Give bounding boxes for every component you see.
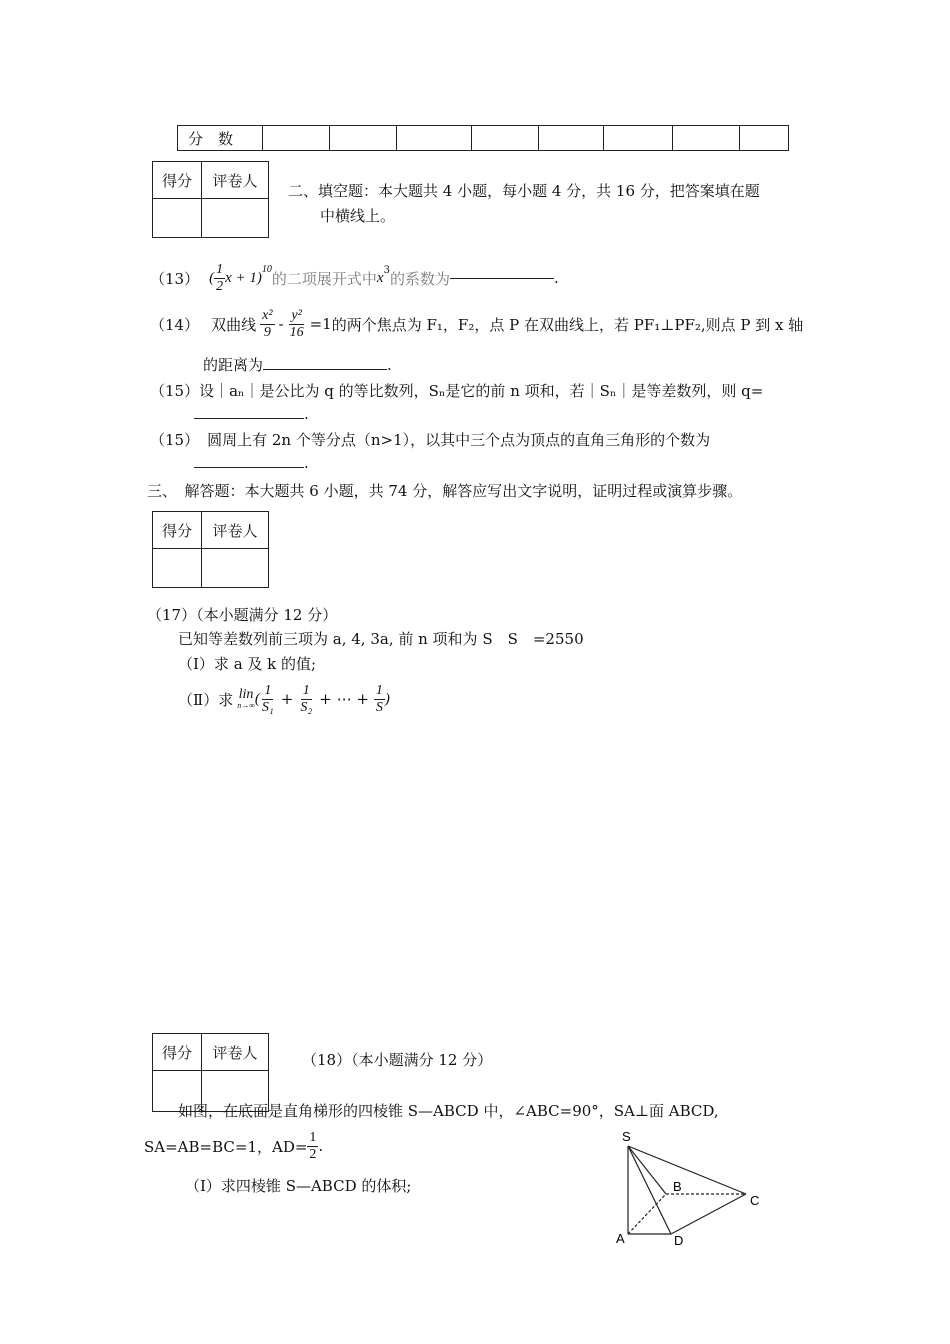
- question-13: （13） ( $\frac{1}{2}$ x + 1) $^{10}$ 的二项展开式中 x $^3$ 的系数为 .: [150, 261, 559, 294]
- score-label: 分 数: [188, 129, 234, 148]
- section2-header-line2: 中横线上。: [320, 207, 396, 225]
- score-header: 得分: [153, 162, 202, 199]
- q15a-line2: .: [194, 402, 309, 423]
- q14-fraction-y: $\frac{\text{y²}}{16}$: [289, 307, 304, 340]
- label-A: A: [616, 1231, 625, 1246]
- score-cell: [673, 126, 740, 151]
- q17-term2: $\frac{1}{\text{S₂}}$: [300, 682, 313, 715]
- score-header: 得分: [153, 512, 202, 549]
- edge-SD: [628, 1146, 671, 1234]
- edge-AB: [628, 1194, 666, 1234]
- score-cell: [330, 126, 397, 151]
- q15b-line2: .: [194, 451, 309, 472]
- q13-answer-blank[interactable]: [450, 278, 554, 279]
- grader-input-cell[interactable]: [202, 549, 269, 588]
- label-S: S: [622, 1129, 631, 1144]
- section3-header: 三、 解答题：本大题共 6 小题，共 74 分，解答应写出文字说明，证明过程或演算步骤。: [147, 482, 743, 500]
- q13-text-a: 的二项展开式中: [271, 269, 377, 288]
- edge-SC: [628, 1146, 746, 1194]
- q17-part1: （Ⅰ）求 a 及 k 的值;: [178, 655, 317, 673]
- q17-title: （17）（本小题满分 12 分）: [147, 606, 338, 624]
- score-input-cell[interactable]: [153, 199, 202, 238]
- score-cell: [604, 126, 673, 151]
- grader-box: [152, 161, 269, 238]
- question-15b: （15） 圆周上有 2n 个等分点（n>1），以其中三个点为顶点的直角三角形的个数为: [150, 431, 711, 449]
- score-cell: [263, 126, 330, 151]
- q14-fraction-x: $\frac{\text{x²}}{9}$: [262, 307, 273, 340]
- q17-line1: 已知等差数列前三项为 a, 4, 3a, 前 n 项和为 S S =2550: [178, 630, 584, 648]
- q14-line2: 的距离为 .: [203, 356, 392, 374]
- q14-answer-blank[interactable]: [263, 369, 387, 370]
- pyramid-figure: [600, 1125, 770, 1250]
- grader-input-cell[interactable]: [202, 199, 269, 238]
- q13-text-b: 的系数为: [389, 269, 450, 288]
- q18-ad-fraction: $\frac{1}{2}$: [309, 1129, 317, 1162]
- score-cell: [740, 126, 789, 151]
- label-B: B: [673, 1179, 682, 1194]
- label-D: D: [674, 1233, 684, 1248]
- score-cell: [472, 126, 539, 151]
- q17-term3: $\frac{1}{S}$: [375, 682, 383, 715]
- section2-header-line1: 二、填空题：本大题共 4 小题，每小题 4 分，共 16 分，把答案填在题: [288, 182, 760, 200]
- label-C: C: [750, 1193, 760, 1208]
- score-label-cell: [178, 126, 263, 151]
- q13-number: （13）: [150, 269, 200, 288]
- q18-part1: （Ⅰ）求四棱锥 S—ABCD 的体积;: [185, 1177, 412, 1195]
- q15b-answer-blank[interactable]: [194, 451, 304, 468]
- q13-expr: x + 1): [225, 269, 262, 286]
- grader-header: 评卷人: [202, 1034, 269, 1071]
- q15a-answer-blank[interactable]: [194, 402, 304, 419]
- q14-number: （14）: [150, 315, 200, 334]
- q18-line1: 如图，在底面是直角梯形的四棱锥 S—ABCD 中，∠ABC=90°，SA⊥面 ABCD,: [178, 1102, 719, 1120]
- grader-header: 评卷人: [202, 162, 269, 199]
- q17-term1: $\frac{1}{\text{S₁}}$: [261, 682, 274, 715]
- score-header: 得分: [153, 1034, 202, 1071]
- score-cell: [397, 126, 472, 151]
- grader-box: [152, 511, 269, 588]
- q17-part2: （Ⅱ）求 lin n→∞ ( $\frac{1}{\text{S₁}}$ + $\frac{1}{\text{S₂}}$ + ⋯ + $\frac{1}{S}$ ): [178, 682, 390, 715]
- score-table: [177, 125, 789, 151]
- q13-fraction: $\frac{1}{2}$: [216, 261, 224, 294]
- score-input-cell[interactable]: [153, 549, 202, 588]
- grader-header: 评卷人: [202, 512, 269, 549]
- q18-line2: SA=AB=BC=1，AD= $\frac{1}{2}$ .: [144, 1129, 324, 1162]
- q18-title: （18）（本小题满分 12 分）: [302, 1051, 493, 1069]
- question-14: （14） 双曲线 $\frac{\text{x²}}{9}$ - $\frac{\text{y²}}{16}$ =1 的两个焦点为 F₁，F₂，点 P 在双曲线上，若 PF₁⊥PF₂,则点 P 到 x 轴: [150, 307, 804, 340]
- edge-DC: [671, 1194, 746, 1234]
- score-cell: [539, 126, 604, 151]
- q14-text: 的两个焦点为 F₁，F₂，点 P 在双曲线上，若 PF₁⊥PF₂,则点 P 到 x 轴: [331, 315, 804, 334]
- question-15a: （15）设｜aₙ｜是公比为 q 的等比数列，Sₙ是它的前 n 项和，若｜Sₙ｜是等差数列，则 q=: [150, 382, 764, 400]
